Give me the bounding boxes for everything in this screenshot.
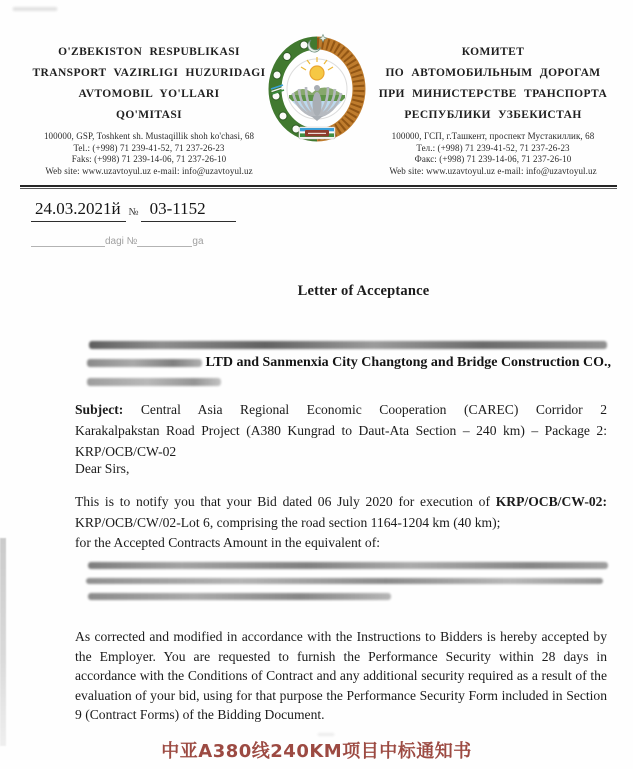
dagi-label: dagi № [105, 236, 138, 247]
subject-contract-code: KRP/OCB/CW-02 [75, 444, 177, 459]
blank-underline [31, 235, 105, 247]
web-email-line: Web site: www.uzavtoyul.uz e-mail: info@uzavtoyul.uz [389, 165, 597, 176]
subject-text: Central Asia Regional Economic Cooperation (CAREC) Corridor 2 [140, 402, 607, 417]
salutation: Dear Sirs, [75, 461, 130, 476]
blank-underline [137, 235, 192, 247]
fax-line: Faks: (+998) 71 239-14-06, 71 237-26-10 [71, 154, 227, 164]
letterhead-divider-thin [20, 188, 617, 189]
reference-reply-line [31, 235, 236, 247]
redacted-company-prefix [87, 359, 202, 367]
contract-code-bold: KRP/OCB/CW-02: [495, 494, 607, 509]
org-title-line: ПРИ МИНИСТЕРСТВЕ ТРАНСПОРТА [378, 88, 608, 100]
redacted-addressee-detail [87, 378, 221, 386]
subject-paragraph [75, 399, 607, 462]
subject-text: Karakalpakstan Road Project (A380 Kungrad to Daut-Ata Section – 240 km) – Package 2: [75, 423, 607, 438]
org-title-line: QO'MITASI [115, 109, 182, 121]
letterhead-russian [366, 42, 620, 177]
org-title-line: O'ZBEKISTON RESPUBLIKASI [58, 46, 240, 58]
redacted-amount-line [86, 578, 603, 585]
org-title-line: ПО АВТОМОБИЛЬНЫМ ДОРОГАМ [385, 67, 601, 79]
phone-line: Тел.: (+998) 71 239-41-52, 71 237-26-23 [416, 142, 570, 153]
letter-number: 03-1152 [141, 199, 236, 222]
letterhead-uzbek [28, 42, 270, 177]
org-title-line: КОМИТЕТ [461, 46, 525, 58]
org-title-line: TRANSPORT VAZIRLIGI HUZURIDAGI [32, 67, 266, 79]
ga-label: ga [192, 236, 204, 247]
org-address-block [28, 131, 270, 177]
addressee-company: LTD and Sanmenxia City Changtong and Bridge Construction CO., [205, 355, 611, 370]
closing-paragraph: As corrected and modified in accordance with the Instructions to Bidders is hereby accepted by the Employer. You are requested to furnish the Performance Security within 28 days in accordance with the Conditions of Contract and any additional security required as a result of the evaluation of your bid, using for that purpose the Performance Security Form included in Section 9 (Contract Forms) of the Bidding Document. [75, 629, 607, 722]
redacted-amount-line [88, 593, 391, 600]
scan-smudge [318, 733, 334, 736]
reference-block [31, 199, 236, 247]
redacted-amounts-block [88, 562, 608, 609]
notification-paragraph [75, 492, 607, 554]
scan-edge-shadow [0, 538, 6, 746]
subject-line [75, 441, 607, 462]
chinese-caption: 中亚A380线240KM项目中标通知书 [161, 741, 472, 762]
subject-label: Subject: [75, 402, 124, 417]
subject-line [75, 399, 607, 420]
reference-line [31, 199, 236, 222]
scan-smudge [13, 7, 57, 11]
letter-title: Letter of Acceptance [297, 283, 430, 299]
notify-text: This is to notify you that your Bid dated 06 July 2020 for execution of [75, 494, 490, 509]
address-line: 100000, ГСП, г.Ташкент, проспект Мустакиллик, 68 [391, 131, 595, 141]
notify-line [75, 492, 607, 513]
letter-date: 24.03.2021й [31, 199, 126, 222]
redacted-amount-line [88, 562, 608, 569]
emblem-ribbon-banner [299, 127, 335, 139]
phone-line: Tel.: (+998) 71 239-41-52, 71 237-26-23 [73, 142, 225, 153]
notify-line: for the Accepted Contracts Amount in the equivalent of: [75, 535, 381, 550]
redacted-addressee-line [89, 341, 607, 349]
org-title-line: AVTOMOBIL YO'LLARI [78, 88, 220, 100]
number-sign: № [128, 207, 139, 218]
fax-line: Факс: (+998) 71 239-14-06, 71 237-26-10 [414, 154, 572, 164]
org-address-block [366, 131, 620, 177]
letterhead-divider [20, 185, 617, 189]
web-email-line: Web site: www.uzavtoyul.uz e-mail: info@uzavtoyul.uz [45, 165, 253, 176]
addressee-block [75, 341, 611, 386]
uzbekistan-emblem-icon [266, 31, 368, 145]
org-title-line: РЕСПУБЛИКИ УЗБЕКИСТАН [404, 109, 582, 121]
addressee-row [75, 355, 611, 371]
notify-line: KRP/OCB/CW/02-Lot 6, comprising the road section 1164-1204 km (40 km); [75, 514, 501, 530]
subject-line [75, 420, 607, 441]
address-line: 100000, GSP, Toshkent sh. Mustaqillik shoh ko'chasi, 68 [43, 131, 255, 141]
